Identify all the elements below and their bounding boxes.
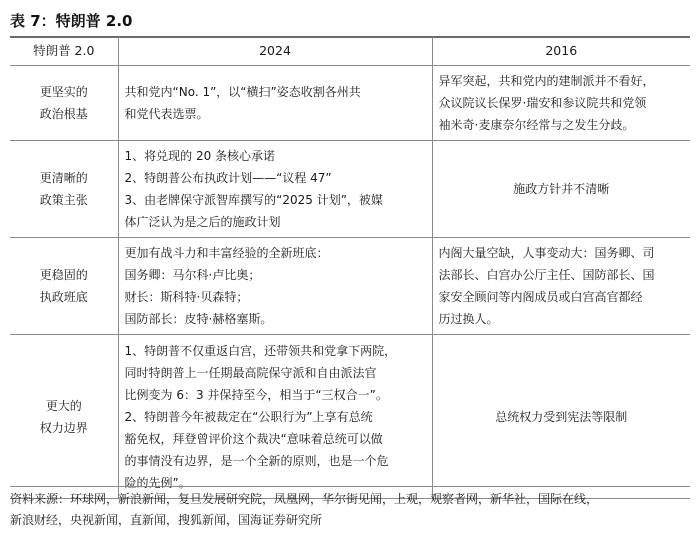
cell-2024: 1、特朗普不仅重返白宫，还带领共和党拿下两院， 同时特朗普上一任期最高院保守派和自由派法官 比例变为 6：3 并保持至今，相当于“三权合一”。 2、特朗普今年被裁定在“公职行为”上享有总统 豁免权，拜登曾评价这个裁决“意味着总统可以做 的事情没有边界，是一个全新的原则，也是一个危 险的先例”。: [118, 335, 432, 499]
cell-2016: 施政方针并不清晰: [432, 141, 690, 238]
cell-2016: 异军突起，共和党内的建制派并不看好， 众议院议长保罗·瑞安和参议院共和党领 袖米奇·麦康奈尔经常与之发生分歧。: [432, 66, 690, 141]
table-header-row: [10, 37, 690, 66]
comparison-table: [10, 37, 690, 499]
table-row: [10, 141, 690, 238]
table-title: 表 7：特朗普 2.0: [10, 12, 133, 30]
cell-2024: 共和党内“No. 1”，以“横扫”姿态收割各州共 和党代表选票。: [118, 66, 432, 141]
table-row: [10, 66, 690, 141]
source-note: 资料来源：环球网，新浪新闻，复旦发展研究院，凤凰网，华尔街见闻，上观，观察者网，新华社，国际在线， 新浪财经，央视新闻，直新闻，搜狐新闻，国海证券研究所: [10, 486, 690, 531]
table-row: [10, 335, 690, 499]
cell-2024: 1、将兑现的 20 条核心承诺 2、特朗普公布执政计划——“议程 47” 3、由老牌保守派智库撰写的“2025 计划”，被媒 体广泛认为是之后的施政计划: [118, 141, 432, 238]
row-label: 更坚实的 政治根基: [10, 66, 118, 141]
row-label: 更稳固的 执政班底: [10, 238, 118, 335]
row-label: 更大的 权力边界: [10, 335, 118, 499]
cell-2016: 内阁大量空缺，人事变动大：国务卿、司 法部长、白宫办公厅主任、国防部长、国 家安全顾问等内阁成员或白宫高官都经 历过换人。: [432, 238, 690, 335]
header-col-label: 特朗普 2.0: [10, 37, 118, 66]
header-col-2024: 2024: [118, 37, 432, 66]
table-row: [10, 238, 690, 335]
cell-2024: 更加有战斗力和丰富经验的全新班底： 国务卿：马尔科·卢比奥； 财长：斯科特·贝森特； 国防部长：皮特·赫格塞斯。: [118, 238, 432, 335]
cell-2016: 总统权力受到宪法等限制: [432, 335, 690, 499]
header-col-2016: 2016: [432, 37, 690, 66]
row-label: 更清晰的 政策主张: [10, 141, 118, 238]
